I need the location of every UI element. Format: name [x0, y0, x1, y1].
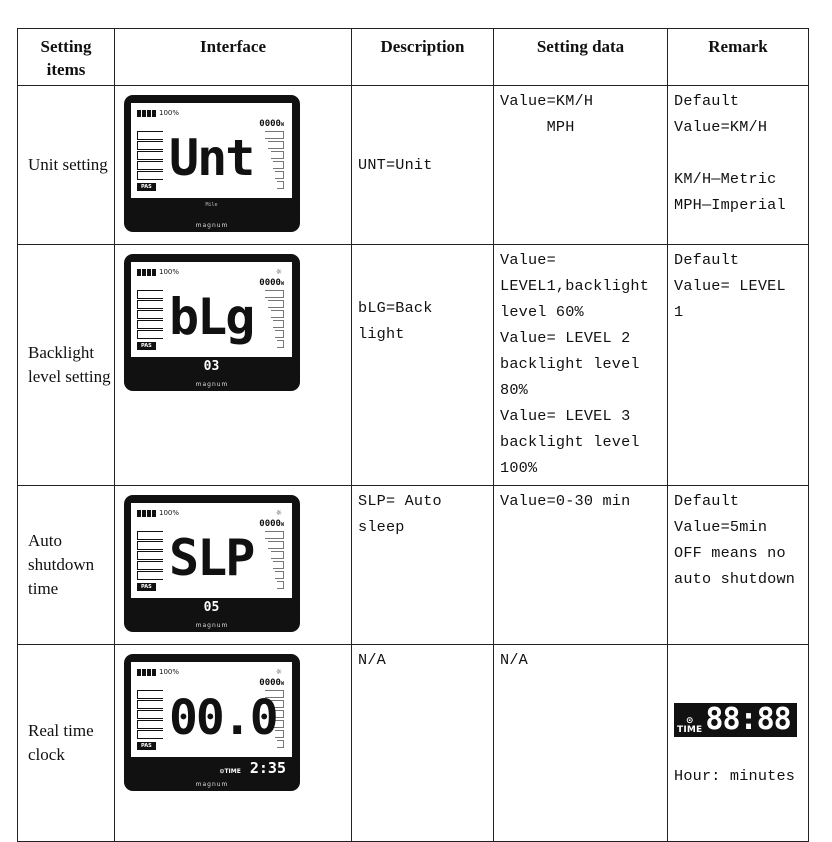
assist-bars: [137, 531, 163, 581]
table-row: [18, 86, 809, 245]
battery-icon: 100%: [137, 509, 179, 517]
power-readout: 0000W: [259, 519, 284, 529]
backlight-icon: ☼: [275, 668, 282, 676]
setting-item: Auto shutdown time: [18, 486, 115, 645]
brand-logo: magnum: [195, 622, 229, 629]
remark-text: Hour: minutes: [674, 767, 796, 785]
pas-badge: PAS: [137, 742, 156, 750]
brand-logo: magnum: [195, 381, 229, 388]
remark-cell: Default Value=KM/H KM/H—Metric MPH—Imperial: [668, 86, 809, 245]
table-row: [18, 645, 809, 842]
remark-cell: Default Value= LEVEL 1: [668, 245, 809, 486]
power-readout: 0000W: [259, 119, 284, 129]
header-row: [18, 29, 809, 86]
setting-item: Real time clock: [18, 645, 115, 842]
description-cell: UNT=Unit: [352, 86, 494, 245]
battery-icon: 100%: [137, 268, 179, 276]
settings-table: [17, 28, 809, 842]
lcd-main-text: bLg: [169, 288, 254, 346]
table-row: [18, 245, 809, 486]
mile-label: Mile: [205, 202, 218, 208]
clock-icon: ⊙: [685, 716, 694, 726]
lcd-display: [124, 254, 300, 391]
table-row: [18, 486, 809, 645]
setting-data-cell: Value= LEVEL1,backlight level 60% Value= LEVEL 2 backlight level 80% Value= LEVEL 3 backlight level 100%: [494, 245, 668, 486]
lcd-main-text: 00.0: [169, 690, 277, 746]
description-cell: SLP= Auto sleep: [352, 486, 494, 645]
time-display-sample: [674, 703, 797, 737]
power-gauge: [266, 131, 284, 191]
header-setting-items: Setting items: [18, 29, 115, 86]
lcd-main-text: Unt: [169, 129, 254, 187]
header-description: Description: [352, 29, 494, 86]
setting-item: Unit setting: [18, 86, 115, 245]
lcd-main-text: SLP: [169, 529, 254, 587]
clock-icon: ⊙: [219, 768, 225, 775]
setting-data-cell: Value=0-30 min: [494, 486, 668, 645]
assist-bars: [137, 690, 163, 740]
lcd-clock: ⊙TIME 2:35: [219, 759, 286, 777]
assist-bars: [137, 290, 163, 340]
interface-cell: [115, 86, 352, 245]
lcd-bottom-value: 03: [203, 359, 220, 374]
time-label: TIME: [677, 725, 703, 735]
interface-cell: [115, 645, 352, 842]
power-gauge: [266, 531, 284, 591]
lcd-display: [124, 495, 300, 632]
lcd-display: [124, 654, 300, 791]
remark-cell: Default Value=5min OFF means no auto shutdown: [668, 486, 809, 645]
description-cell: bLG=Back light: [352, 245, 494, 486]
setting-data-cell: Value=KM/H MPH: [494, 86, 668, 245]
pas-badge: PAS: [137, 183, 156, 191]
header-remark: Remark: [668, 29, 809, 86]
power-readout: 0000W: [259, 678, 284, 688]
header-setting-data: Setting data: [494, 29, 668, 86]
header-interface: Interface: [115, 29, 352, 86]
setting-item-label: Backlight level setting: [28, 343, 111, 386]
setting-item: [18, 245, 115, 486]
brand-logo: magnum: [195, 781, 229, 788]
pas-badge: PAS: [137, 342, 156, 350]
interface-cell: [115, 486, 352, 645]
backlight-icon: ☼: [275, 268, 282, 276]
battery-icon: 100%: [137, 109, 179, 117]
lcd-bottom-value: 05: [203, 600, 220, 615]
assist-bars: [137, 131, 163, 181]
time-digits: 88:88: [705, 702, 791, 737]
pas-badge: PAS: [137, 583, 156, 591]
description-cell: N/A: [352, 645, 494, 842]
battery-icon: 100%: [137, 668, 179, 676]
power-gauge: [266, 290, 284, 350]
interface-cell: [115, 245, 352, 486]
brand-logo: magnum: [195, 222, 229, 229]
backlight-icon: ☼: [275, 509, 282, 517]
setting-data-cell: N/A: [494, 645, 668, 842]
remark-cell: [668, 645, 809, 842]
power-readout: 0000W: [259, 278, 284, 288]
lcd-display: [124, 95, 300, 232]
